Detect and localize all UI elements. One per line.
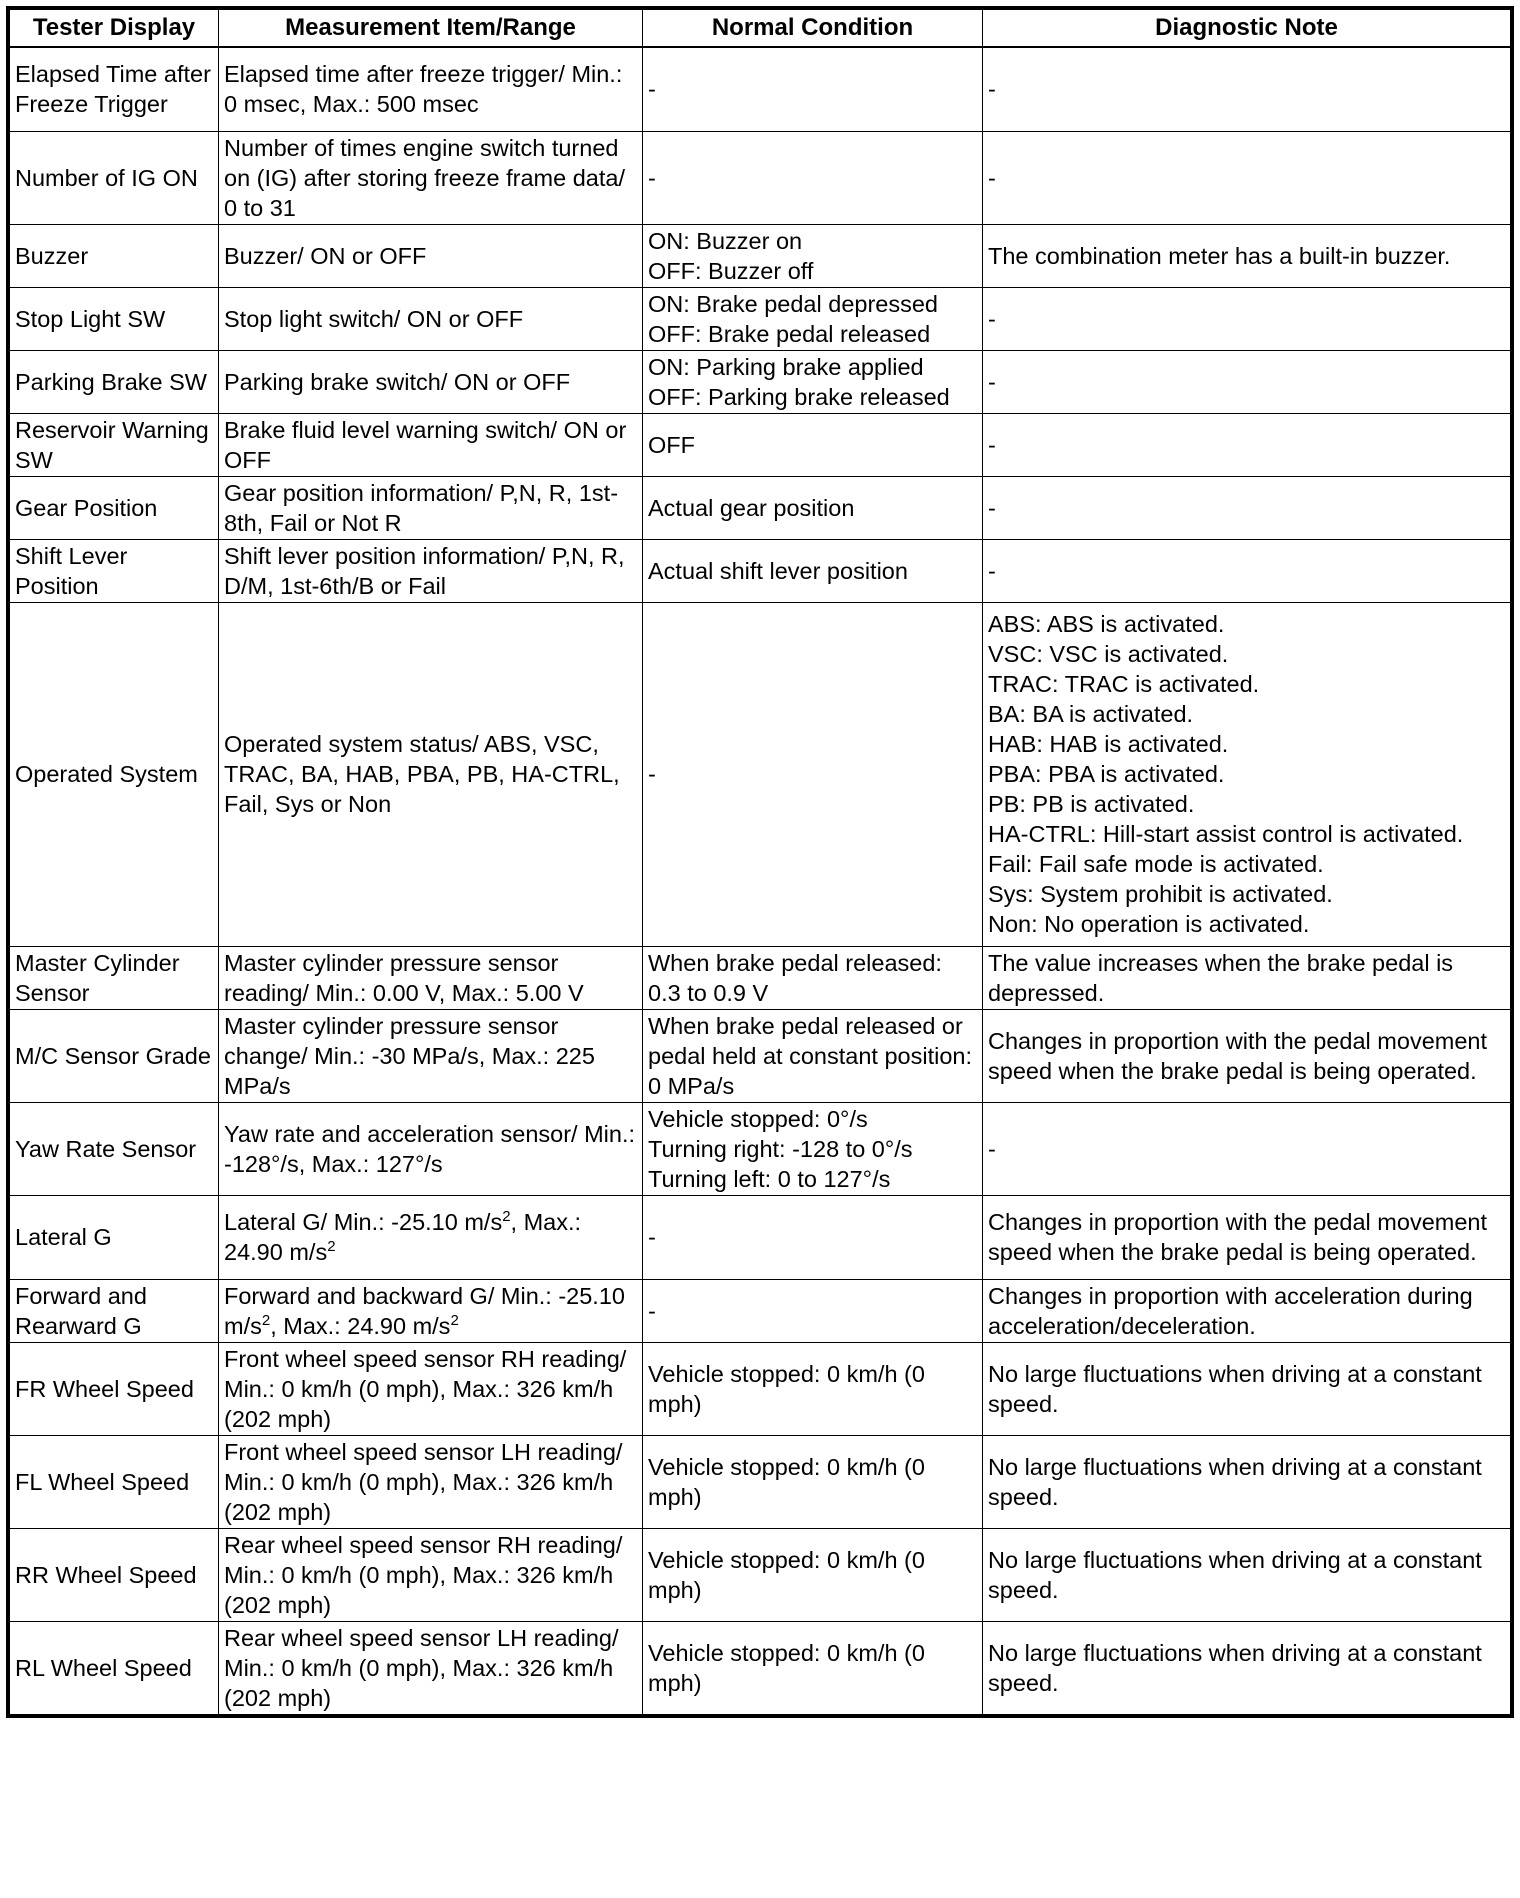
- cell-tester-display: Forward and Rearward G: [10, 1279, 219, 1342]
- cell-diagnostic-note: -: [983, 131, 1511, 224]
- cell-normal-condition: Actual shift lever position: [643, 539, 983, 602]
- cell-measurement-item: Yaw rate and acceleration sensor/ Min.: -128°/s, Max.: 127°/s: [219, 1102, 643, 1195]
- superscript: 2: [327, 1238, 336, 1255]
- cell-normal-condition: When brake pedal released: 0.3 to 0.9 V: [643, 946, 983, 1009]
- item-text-part: , Max.: 24.90 m/s: [270, 1312, 451, 1339]
- cell-measurement-item: Gear position information/ P,N, R, 1st-8th, Fail or Not R: [219, 476, 643, 539]
- table-row: [10, 539, 1511, 602]
- cell-diagnostic-note: Changes in proportion with the pedal movement speed when the brake pedal is being operated.: [983, 1195, 1511, 1279]
- cell-diagnostic-note: -: [983, 47, 1511, 131]
- table-row: [10, 1195, 1511, 1279]
- superscript: 2: [261, 1311, 271, 1329]
- cell-normal-condition: -: [643, 1279, 983, 1342]
- cell-measurement-item: [219, 1195, 643, 1279]
- cell-tester-display: FR Wheel Speed: [10, 1342, 219, 1435]
- table-row: [10, 350, 1511, 413]
- cell-diagnostic-note: The value increases when the brake pedal is depressed.: [983, 946, 1511, 1009]
- cell-normal-condition: Vehicle stopped: 0 km/h (0 mph): [643, 1435, 983, 1528]
- cell-measurement-item: Front wheel speed sensor LH reading/ Min.: 0 km/h (0 mph), Max.: 326 km/h (202 mph): [219, 1435, 643, 1528]
- cell-diagnostic-note: -: [983, 539, 1511, 602]
- cell-diagnostic-note: The combination meter has a built-in buzzer.: [983, 224, 1511, 287]
- cell-tester-display: RL Wheel Speed: [10, 1621, 219, 1714]
- table-row: [10, 413, 1511, 476]
- cell-tester-display: Yaw Rate Sensor: [10, 1102, 219, 1195]
- cell-normal-condition: When brake pedal released or pedal held at constant position: 0 MPa/s: [643, 1009, 983, 1102]
- cell-normal-condition: Vehicle stopped: 0 km/h (0 mph): [643, 1621, 983, 1714]
- cell-diagnostic-note: No large fluctuations when driving at a constant speed.: [983, 1435, 1511, 1528]
- header-tester-display: Tester Display: [10, 10, 219, 48]
- table-row: [10, 47, 1511, 131]
- cell-measurement-item: [219, 1279, 643, 1342]
- table-row: [10, 1435, 1511, 1528]
- superscript: 2: [502, 1208, 511, 1225]
- cell-normal-condition: -: [643, 131, 983, 224]
- cell-tester-display: FL Wheel Speed: [10, 1435, 219, 1528]
- cell-tester-display: Master Cylinder Sensor: [10, 946, 219, 1009]
- cell-measurement-item: Elapsed time after freeze trigger/ Min.: 0 msec, Max.: 500 msec: [219, 47, 643, 131]
- table-row: [10, 287, 1511, 350]
- cell-diagnostic-note: -: [983, 476, 1511, 539]
- cell-normal-condition: ON: Brake pedal depressed OFF: Brake pedal released: [643, 287, 983, 350]
- table-row: [10, 131, 1511, 224]
- cell-diagnostic-note: Changes in proportion with the pedal movement speed when the brake pedal is being operated.: [983, 1009, 1511, 1102]
- cell-measurement-item: Front wheel speed sensor RH reading/ Min.: 0 km/h (0 mph), Max.: 326 km/h (202 mph): [219, 1342, 643, 1435]
- cell-diagnostic-note: No large fluctuations when driving at a constant speed.: [983, 1621, 1511, 1714]
- cell-tester-display: Operated System: [10, 602, 219, 946]
- cell-diagnostic-note: -: [983, 287, 1511, 350]
- item-text-part: Forward and backward G/ Min.: -25.10 m/s: [224, 1282, 625, 1339]
- cell-normal-condition: Vehicle stopped: 0°/s Turning right: -128 to 0°/s Turning left: 0 to 127°/s: [643, 1102, 983, 1195]
- cell-normal-condition: Vehicle stopped: 0 km/h (0 mph): [643, 1528, 983, 1621]
- table-row: [10, 1279, 1511, 1342]
- superscript: 2: [450, 1311, 459, 1329]
- cell-tester-display: Lateral G: [10, 1195, 219, 1279]
- table-row: [10, 1528, 1511, 1621]
- cell-diagnostic-note: Changes in proportion with acceleration during acceleration/deceleration.: [983, 1279, 1511, 1342]
- cell-normal-condition: ON: Buzzer on OFF: Buzzer off: [643, 224, 983, 287]
- item-text-part: , Max.: 24.90 m/s: [224, 1209, 582, 1265]
- cell-measurement-item: Number of times engine switch turned on (IG) after storing freeze frame data/ 0 to 31: [219, 131, 643, 224]
- cell-normal-condition: Actual gear position: [643, 476, 983, 539]
- cell-diagnostic-note: ABS: ABS is activated. VSC: VSC is activated. TRAC: TRAC is activated. BA: BA is activated. HAB: HAB is activated. PBA: PBA is activated. PB: PB is activated. HA-CTRL: Hill-start assist control is activated. Fail: Fail safe mode is activated. Sys: System prohibit is activated. Non: No operation is activated.: [983, 602, 1511, 946]
- cell-measurement-item: Parking brake switch/ ON or OFF: [219, 350, 643, 413]
- table-header-row: [10, 10, 1511, 48]
- table-row: [10, 602, 1511, 946]
- cell-normal-condition: -: [643, 47, 983, 131]
- cell-tester-display: Elapsed Time after Freeze Trigger: [10, 47, 219, 131]
- cell-tester-display: Reservoir Warning SW: [10, 413, 219, 476]
- cell-tester-display: Parking Brake SW: [10, 350, 219, 413]
- cell-tester-display: RR Wheel Speed: [10, 1528, 219, 1621]
- cell-measurement-item: Rear wheel speed sensor RH reading/ Min.: 0 km/h (0 mph), Max.: 326 km/h (202 mph): [219, 1528, 643, 1621]
- cell-tester-display: Number of IG ON: [10, 131, 219, 224]
- table-row: [10, 946, 1511, 1009]
- cell-measurement-item: Operated system status/ ABS, VSC, TRAC, BA, HAB, PBA, PB, HA-CTRL, Fail, Sys or Non: [219, 602, 643, 946]
- table-row: [10, 476, 1511, 539]
- cell-measurement-item: Shift lever position information/ P,N, R, D/M, 1st-6th/B or Fail: [219, 539, 643, 602]
- cell-tester-display: M/C Sensor Grade: [10, 1009, 219, 1102]
- cell-measurement-item: Buzzer/ ON or OFF: [219, 224, 643, 287]
- cell-normal-condition: ON: Parking brake applied OFF: Parking brake released: [643, 350, 983, 413]
- cell-measurement-item: Master cylinder pressure sensor reading/ Min.: 0.00 V, Max.: 5.00 V: [219, 946, 643, 1009]
- header-normal-condition: Normal Condition: [643, 10, 983, 48]
- cell-diagnostic-note: -: [983, 350, 1511, 413]
- cell-diagnostic-note: -: [983, 413, 1511, 476]
- cell-tester-display: Shift Lever Position: [10, 539, 219, 602]
- cell-tester-display: Gear Position: [10, 476, 219, 539]
- cell-measurement-item: Master cylinder pressure sensor change/ Min.: -30 MPa/s, Max.: 225 MPa/s: [219, 1009, 643, 1102]
- data-list-table-container: [6, 6, 1514, 1718]
- cell-measurement-item: Brake fluid level warning switch/ ON or OFF: [219, 413, 643, 476]
- table-row: [10, 1102, 1511, 1195]
- cell-tester-display: Buzzer: [10, 224, 219, 287]
- cell-diagnostic-note: No large fluctuations when driving at a constant speed.: [983, 1342, 1511, 1435]
- cell-diagnostic-note: No large fluctuations when driving at a constant speed.: [983, 1528, 1511, 1621]
- table-row: [10, 1009, 1511, 1102]
- table-row: [10, 224, 1511, 287]
- cell-normal-condition: -: [643, 602, 983, 946]
- table-row: [10, 1621, 1511, 1714]
- cell-measurement-item: Stop light switch/ ON or OFF: [219, 287, 643, 350]
- cell-normal-condition: Vehicle stopped: 0 km/h (0 mph): [643, 1342, 983, 1435]
- cell-measurement-item: Rear wheel speed sensor LH reading/ Min.: 0 km/h (0 mph), Max.: 326 km/h (202 mph): [219, 1621, 643, 1714]
- data-list-table: [9, 9, 1511, 1715]
- cell-normal-condition: -: [643, 1195, 983, 1279]
- table-row: [10, 1342, 1511, 1435]
- header-diagnostic-note: Diagnostic Note: [983, 10, 1511, 48]
- cell-normal-condition: OFF: [643, 413, 983, 476]
- item-text-part: Lateral G/ Min.: -25.10 m/s: [224, 1209, 503, 1235]
- cell-diagnostic-note: -: [983, 1102, 1511, 1195]
- cell-tester-display: Stop Light SW: [10, 287, 219, 350]
- header-measurement-item: Measurement Item/Range: [219, 10, 643, 48]
